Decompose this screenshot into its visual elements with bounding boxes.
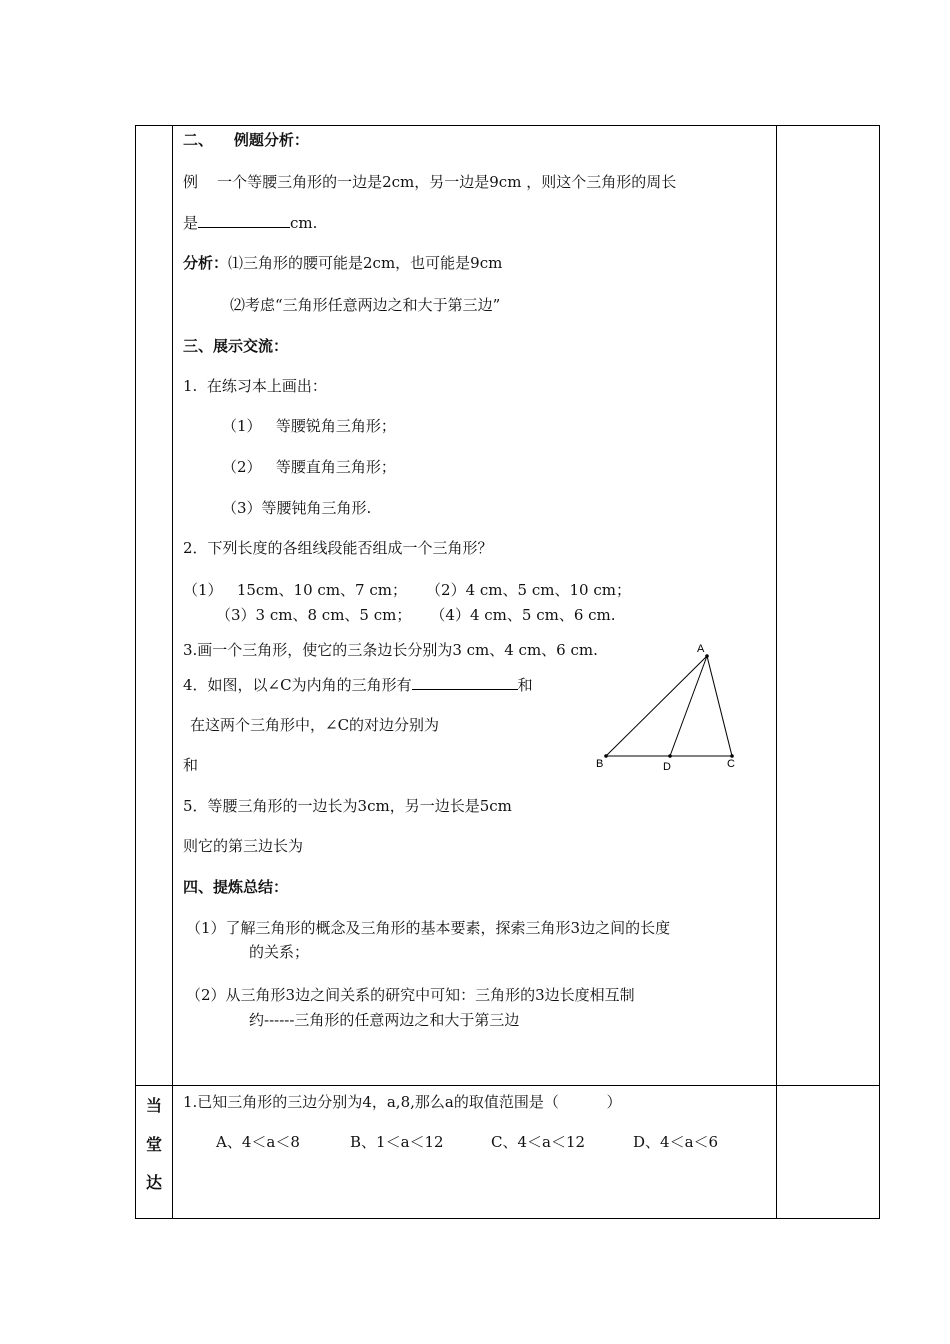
option-d: D、4＜a＜6 bbox=[633, 1133, 719, 1151]
example-line-2 bbox=[183, 212, 317, 233]
summary-2-line-1: （2）从三角形3边之间关系的研究中可知：三角形的3边长度相互制 bbox=[186, 986, 635, 1004]
q4-text: 4．如图，以∠C为内角的三角形有 bbox=[183, 676, 412, 694]
q4-line-3: 和 bbox=[183, 756, 199, 774]
example-text: 一个等腰三角形的一边是2cm，另一边是9cm ，则这个三角形的周长 bbox=[217, 173, 677, 191]
summary-1-line-2: 的关系； bbox=[249, 943, 310, 961]
table-right-border bbox=[879, 125, 880, 1219]
q4-line-1 bbox=[183, 674, 533, 695]
table-bottom-border bbox=[135, 1218, 880, 1219]
q5-line-2: 则它的第三边长为 bbox=[183, 837, 304, 855]
side-ab bbox=[606, 656, 707, 756]
table-top-border bbox=[135, 125, 880, 126]
q2-row-2: （3）3 cm、8 cm、5 cm； （4）4 cm、5 cm、6 cm. bbox=[216, 606, 616, 624]
q1-item-3: （3）等腰钝角三角形. bbox=[222, 499, 372, 517]
analysis-label: 分析： bbox=[183, 254, 229, 272]
q1: 1. 在练习本上画出： bbox=[183, 377, 327, 395]
point-d bbox=[668, 754, 672, 758]
summary-1-line-1: （1）了解三角形的概念及三角形的基本要素，探索三角形3边之间的长度 bbox=[186, 919, 671, 937]
q1-item-2: （2） 等腰直角三角形； bbox=[222, 458, 396, 476]
option-c: C、4＜a＜12 bbox=[491, 1133, 586, 1151]
section4-title: 四、提炼总结： bbox=[183, 878, 289, 896]
option-a: A、4＜a＜8 bbox=[216, 1133, 300, 1151]
q4-blank bbox=[412, 674, 518, 690]
analysis-1: ⑴三角形的腰可能是2cm，也可能是9cm bbox=[228, 254, 503, 272]
side-label-3: 达 bbox=[146, 1173, 163, 1192]
example-line2-suffix: cm. bbox=[290, 214, 318, 232]
point-a bbox=[705, 654, 709, 658]
side-label-1: 当 bbox=[146, 1096, 163, 1115]
analysis-line-1 bbox=[183, 253, 502, 273]
table-col-divider-1 bbox=[172, 125, 173, 1219]
q4-and: 和 bbox=[517, 676, 533, 694]
side-label-2: 堂 bbox=[146, 1135, 163, 1154]
point-b bbox=[604, 754, 608, 758]
q4-line-2: 在这两个三角形中，∠C的对边分别为 bbox=[190, 716, 440, 734]
table-left-border bbox=[135, 125, 136, 1219]
side-ac bbox=[707, 656, 732, 756]
summary-2-line-2: 约------三角形的任意两边之和大于第三边 bbox=[249, 1011, 520, 1029]
section2-title: 二、 例题分析： bbox=[183, 131, 309, 149]
q1-item-1: （1） 等腰锐角三角形； bbox=[222, 417, 396, 435]
q2-row-1: （1） 15cm、10 cm、7 cm； （2）4 cm、5 cm、10 cm； bbox=[183, 581, 631, 599]
practice-q1: 1.已知三角形的三边分别为4，a,8,那么a的取值范围是（ ） bbox=[183, 1093, 622, 1111]
q3: 3.画一个三角形，使它的三条边长分别为3 cm、4 cm、6 cm. bbox=[183, 641, 598, 659]
side-ad bbox=[670, 656, 707, 756]
table-col-divider-2 bbox=[776, 125, 777, 1219]
q5-line-1: 5．等腰三角形的一边长为3cm，另一边长是5cm bbox=[183, 797, 512, 815]
example-prefix: 例 bbox=[183, 173, 199, 191]
example-line bbox=[183, 172, 676, 192]
triangle-figure bbox=[588, 636, 748, 776]
example-line2-prefix: 是 bbox=[183, 214, 199, 232]
q2: 2．下列长度的各组线段能否组成一个三角形？ bbox=[183, 539, 493, 557]
table-row-divider bbox=[135, 1085, 880, 1086]
label-a: A bbox=[697, 643, 705, 655]
analysis-2: ⑵考虑“三角形任意两边之和大于第三边” bbox=[230, 296, 501, 314]
label-d: D bbox=[663, 761, 671, 773]
answer-blank bbox=[198, 212, 290, 228]
option-b: B、1＜a＜12 bbox=[350, 1133, 444, 1151]
label-b: B bbox=[596, 758, 604, 770]
section3-title: 三、展示交流： bbox=[183, 337, 289, 355]
label-c: C bbox=[727, 758, 735, 770]
